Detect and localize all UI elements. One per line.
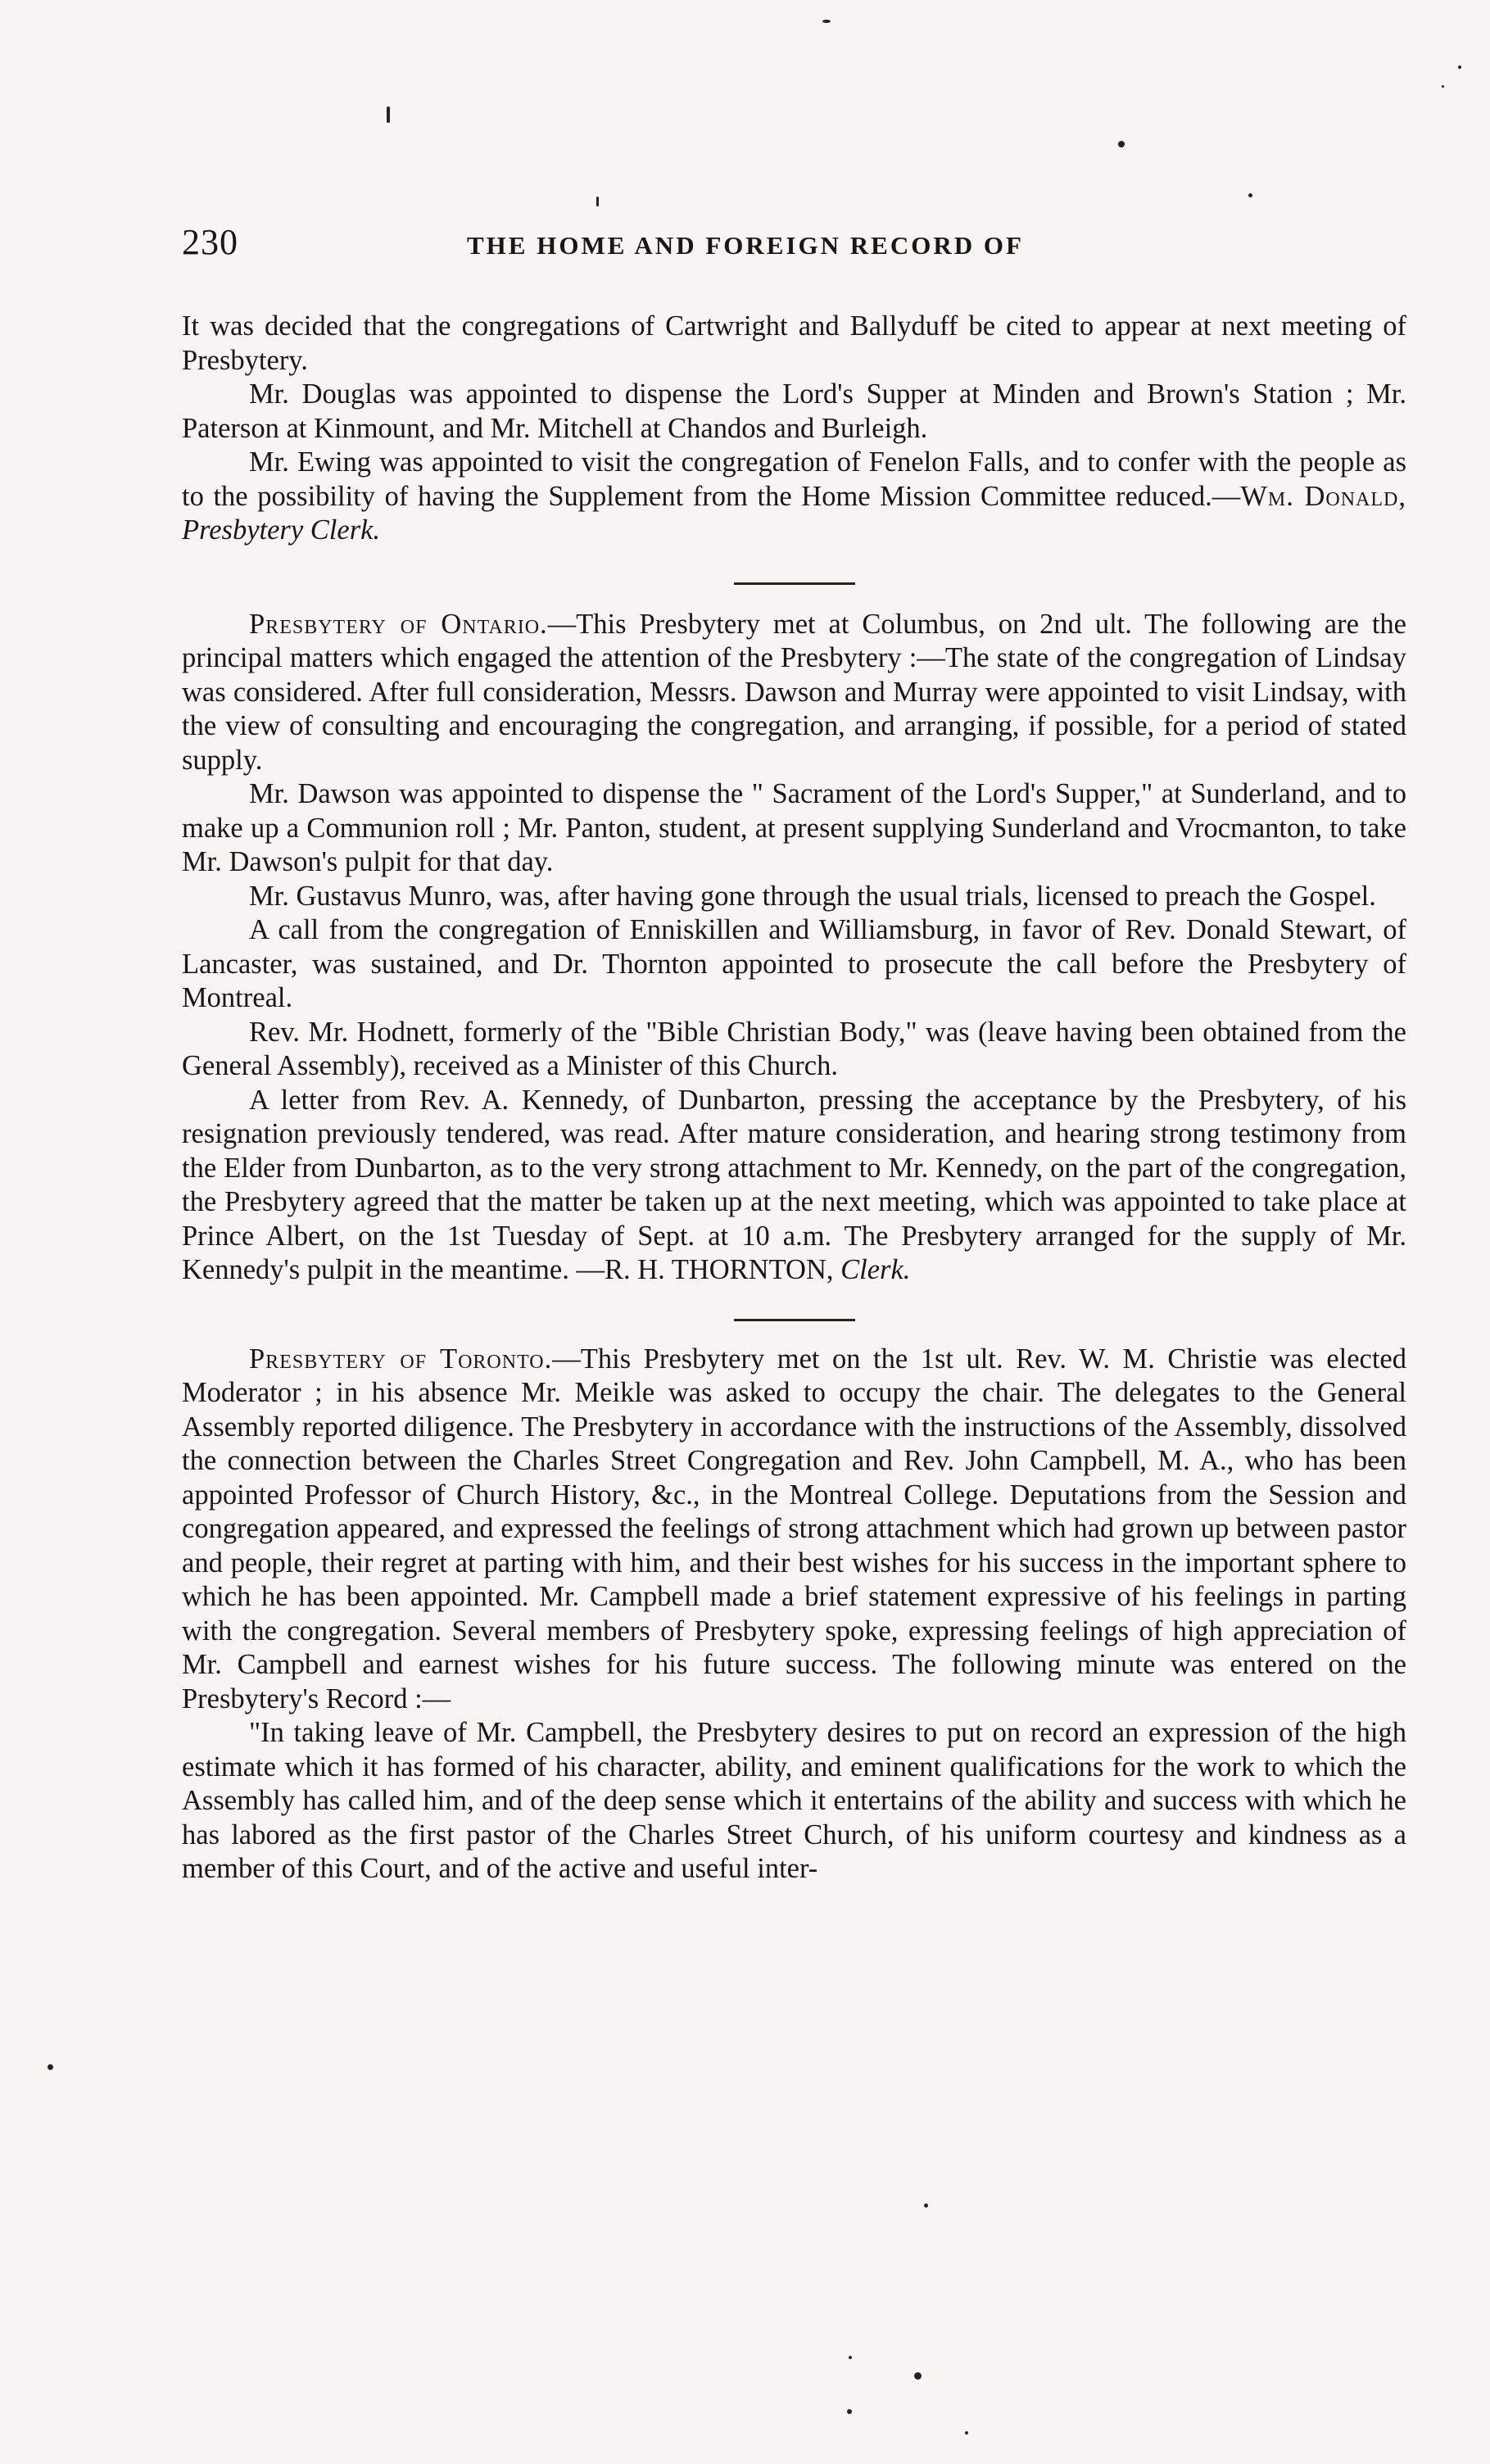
scan-speck bbox=[387, 106, 390, 123]
paragraph bbox=[182, 608, 1406, 778]
paragraph: A call from the congregation of Enniskillen and Williamsburg, in favor of Rev. Donald Stewart, of Lancaster, was sustained, and Dr. Thornton appointed to prosecute the call before the Presbytery of Montreal. bbox=[182, 914, 1406, 1013]
paragraph bbox=[182, 446, 1406, 548]
paragraph-text: Mr. Ewing was appointed to visit the congregation of Fenelon Falls, and to confer with the people as to the possibility of having the Supplement from the Home Mission Committee reduced.— bbox=[182, 446, 1406, 512]
signer-role: Clerk. bbox=[840, 1254, 911, 1285]
scan-speck bbox=[1458, 66, 1461, 69]
section-divider bbox=[734, 1319, 855, 1321]
scan-speck bbox=[914, 2372, 922, 2380]
paragraph: Rev. Mr. Hodnett, formerly of the "Bible Christian Body," was (leave having been obtained from the General Assembly), received as a Minister of this Church. bbox=[182, 1016, 1406, 1081]
scan-speck bbox=[965, 2431, 968, 2435]
page-body bbox=[182, 310, 1406, 1886]
section-heading: Presbytery of Ontario. bbox=[249, 608, 548, 640]
scan-speck bbox=[924, 2204, 928, 2208]
scan-speck bbox=[596, 197, 599, 206]
paragraph bbox=[182, 1343, 1406, 1717]
section-heading: Presbytery of Toronto. bbox=[249, 1343, 553, 1375]
page-number: 230 bbox=[182, 222, 238, 262]
scan-speck bbox=[847, 2409, 852, 2414]
paragraph bbox=[182, 1084, 1406, 1288]
running-title: THE HOME AND FOREIGN RECORD OF bbox=[467, 231, 1024, 260]
paragraph: Mr. Gustavus Munro, was, after having gone through the usual trials, licensed to preach the Gospel. bbox=[249, 880, 1376, 912]
scan-speck bbox=[1442, 85, 1444, 88]
paragraph: Mr. Dawson was appointed to dispense the " Sacrament of the Lord's Supper," at Sunderland, and to make up a Communion roll ; Mr. Panton, student, at present supplying Sunderland and Vrocmanton, to take Mr. Dawson's pulpit for that day. bbox=[182, 778, 1406, 877]
paragraph-text: —This Presbytery met on the 1st ult. Rev. W. M. Christie was elected Moderator ; in his absence Mr. Meikle was asked to occupy the chair. The delegates to the General Assembly reported diligence. The Presbytery in accordance with the instructions of the Assembly, dissolved the connection between the Charles Street Congregation and Rev. John Campbell, M. A., who has been appointed Professor of Church History, &c., in the Montreal College. Deputations from the Session and congregation appeared, and expressed the feelings of strong attachment which had grown up between pastor and people, their regret at parting with him, and their best wishes for his success in the important sphere to which he has been appointed. Mr. Campbell made a brief statement expressive of his feelings in parting with the congregation. Several members of Presbytery spoke, expressing feelings of high appreciation of Mr. Campbell and earnest wishes for his future success. The following minute was entered on the Presbytery's Record :— bbox=[182, 1343, 1406, 1714]
scan-speck bbox=[48, 2064, 53, 2070]
paragraph: It was decided that the congregations of Cartwright and Ballyduff be cited to appear at next meeting of Presbytery. bbox=[182, 310, 1406, 376]
section-divider bbox=[734, 582, 855, 585]
scan-speck bbox=[1118, 141, 1125, 147]
scan-speck bbox=[849, 2356, 852, 2359]
page-header bbox=[182, 221, 1411, 270]
scan-speck bbox=[1248, 193, 1252, 197]
signer-name: Wm. Donald, bbox=[1240, 480, 1407, 512]
paragraph: "In taking leave of Mr. Campbell, the Presbytery desires to put on record an expression of the high estimate which it has formed of his character, ability, and eminent qualifications for the work to which the Assembly has called him, and of the deep sense which it entertains of the ability and success with which he has labored as the first pastor of the Charles Street Church, of his uniform courtesy and kindness as a member of this Court, and of the active and useful inter- bbox=[182, 1717, 1406, 1884]
paragraph-text: —This Presbytery met at Columbus, on 2nd ult. The following are the principal matters which engaged the attention of the Presbytery :—The state of the congregation of Lindsay was considered. After full consideration, Messrs. Dawson and Murray were appointed to visit Lindsay, with the view of consulting and encouraging the congregation, and arranging, if possible, for a period of stated supply. bbox=[182, 608, 1406, 776]
signer-role: Presbytery Clerk. bbox=[182, 514, 381, 546]
scan-speck bbox=[822, 20, 831, 23]
paragraph-text: A letter from Rev. A. Kennedy, of Dunbarton, pressing the acceptance by the Presbytery, of his resignation previously tendered, was read. After mature consideration, and hearing strong testimony from the Elder from Dunbarton, as to the very strong attachment to Mr. Kennedy, on the part of the congregation, the Presbytery agreed that the matter be taken up at the next meeting, which was appointed to take place at Prince Albert, on the 1st Tuesday of Sept. at 10 a.m. The Presbytery arranged for the supply of Mr. Kennedy's pulpit in the meantime. —R. H. THORNTON, bbox=[182, 1084, 1406, 1285]
paragraph: Mr. Douglas was appointed to dispense the Lord's Supper at Minden and Brown's Station ; Mr. Paterson at Kinmount, and Mr. Mitchell at Chandos and Burleigh. bbox=[182, 378, 1406, 444]
